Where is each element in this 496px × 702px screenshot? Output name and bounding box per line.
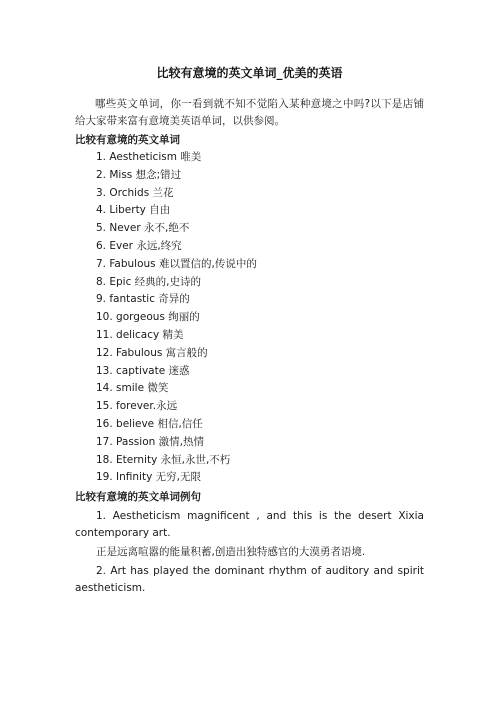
list-item: 8. Epic 经典的,史诗的 <box>96 275 202 288</box>
list-item: 17. Passion 激情,热情 <box>96 435 204 448</box>
list-item: 3. Orchids 兰花 <box>96 186 174 199</box>
list-item: 9. fantastic 奇异的 <box>96 293 190 306</box>
list-item: 2. Miss 想念;错过 <box>96 168 182 181</box>
list-item: 11. delicacy 精美 <box>96 328 184 341</box>
list-item: 18. Eternity 永恒,永世,不朽 <box>96 453 231 466</box>
list-item: 6. Ever 永远,终究 <box>96 239 182 252</box>
example-sentence-en: 2. Art has played the dominant rhythm of auditory and spirit aestheticism. <box>75 565 424 595</box>
example-sentence-en: 1. Aestheticism magnificent , and this is the desert Xixia contemporary art. <box>75 510 424 540</box>
list-item: 7. Fabulous 难以置信的,传说中的 <box>96 257 257 270</box>
word-list <box>75 149 424 487</box>
example-sentence-zh: 正是远离喧嚣的能量积蓄,创造出独特感官的大漠勇者语境. <box>96 546 366 559</box>
list-item: 14. smile 微笑 <box>96 382 169 395</box>
list-item: 5. Never 永不,绝不 <box>96 222 190 235</box>
list-item: 16. believe 相信,信任 <box>96 417 203 430</box>
intro-paragraph: 哪些英文单词，你一看到就不知不觉陷入某种意境之中吗?以下是店铺给大家带来富有意境美英语单词，以供参阅。 <box>75 98 424 127</box>
list-item: 1. Aestheticism 唯美 <box>96 151 202 163</box>
list-item: 15. forever.永远 <box>96 400 178 413</box>
section-heading-examples: 比较有意境的英文单词例句 <box>75 491 201 504</box>
list-item: 19. Infinity 无穷,无限 <box>96 471 201 484</box>
list-item: 12. Fabulous 寓言般的 <box>96 346 208 359</box>
list-item: 10. gorgeous 绚丽的 <box>96 311 200 324</box>
list-item: 13. captivate 迷惑 <box>96 364 190 377</box>
document-title: 比较有意境的英文单词_优美的英语 <box>156 66 343 80</box>
section-heading-words: 比较有意境的英文单词 <box>75 134 180 146</box>
list-item: 4. Liberty 自由 <box>96 204 171 217</box>
